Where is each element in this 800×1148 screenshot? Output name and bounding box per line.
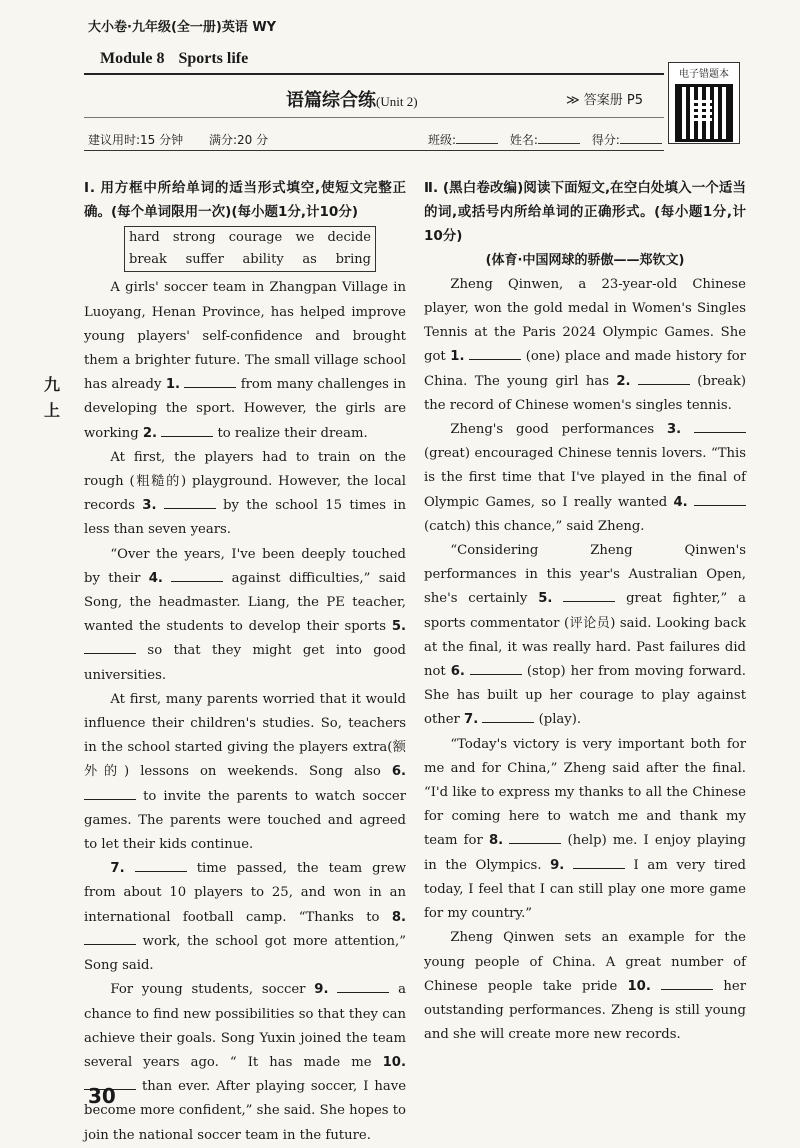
left-column: [84, 176, 406, 1148]
answer-blank[interactable]: [84, 930, 136, 945]
question-number: 10.: [627, 978, 651, 994]
text: (help) me. I enjoy playing in the Olympics.: [424, 833, 746, 873]
text: (play).: [534, 712, 582, 728]
section-title: [286, 86, 418, 112]
word: as: [302, 252, 317, 268]
word: we: [295, 230, 315, 246]
question-number: 4.: [148, 570, 163, 586]
answer-reference: ≫ 答案册 P5: [566, 93, 643, 108]
paragraph: [84, 857, 406, 978]
text: (stop) her from moving forward. She has built up her courage to play against other: [424, 664, 746, 728]
text: I am very tired today, I feel that I can still play one more game for my country.”: [424, 857, 746, 922]
text: so that they might get into good universities.: [84, 643, 406, 683]
answer-blank[interactable]: [694, 418, 746, 433]
word: bring: [335, 252, 371, 268]
word: suffer: [185, 252, 224, 268]
question-number: 1.: [450, 349, 465, 365]
text: time passed, the team grew from about 10 players to 25, and won in an international football camp. “Thanks to: [84, 861, 406, 925]
question-number: 1.: [165, 377, 180, 393]
text: great fighter,” a sports commentator (评论员) said. Looking back at the final, it was really hard. Past failures did not: [424, 591, 746, 680]
question-number: 8.: [391, 909, 406, 925]
paragraph: [84, 276, 406, 445]
text: from many challenges in developing the sport. However, the girls are working: [84, 377, 406, 441]
page-number: 30: [88, 1084, 116, 1108]
paragraph: [424, 273, 746, 418]
module-number: Module 8: [100, 50, 165, 67]
section-title-text: 语篇综合练: [286, 90, 376, 111]
time-info: 建议用时:15 分钟: [88, 133, 184, 147]
text: (one) place and made history for China. The young girl has: [424, 349, 746, 389]
question-number: 6.: [391, 764, 406, 780]
answer-blank[interactable]: [84, 785, 136, 800]
text: a chance to find new possibilities so that they can achieve their goals. Song Yuxin joined the team several years ago. “ It has made me: [84, 982, 406, 1070]
answer-blank[interactable]: [661, 975, 713, 990]
word: ability: [242, 252, 284, 268]
answer-blank[interactable]: [694, 491, 746, 506]
text: “Considering Zheng Qinwen's performances in this year's Australian Open, she's certainly: [424, 543, 746, 607]
unit-label: (Unit 2): [376, 94, 418, 109]
score-info: 满分:20 分: [208, 133, 269, 147]
answer-blank[interactable]: [84, 639, 136, 654]
student-fields: [428, 131, 670, 148]
text: by the school 15 times in less than seven years.: [84, 498, 406, 538]
qr-label: 电子错题本: [679, 69, 729, 80]
text: (catch) this chance,” said Zheng.: [424, 518, 645, 534]
answer-blank[interactable]: [563, 587, 615, 602]
text: Zheng Qinwen sets an example for the young people of China. A great number of Chinese people take pride: [424, 930, 746, 994]
answer-blank[interactable]: [171, 567, 223, 582]
word: strong: [172, 230, 216, 246]
question-number: 9.: [314, 982, 329, 998]
question-number: 4.: [673, 494, 688, 510]
text: For young students, soccer: [110, 982, 315, 998]
answer-blank[interactable]: [469, 345, 521, 360]
text: work, the school got more attention,” Song said.: [84, 933, 406, 974]
question-number: 10.: [382, 1054, 406, 1070]
question-number: 2.: [142, 425, 158, 441]
paragraph: [424, 539, 746, 733]
text: At first, the players had to train on the rough (粗糙的) playground. However, the local records: [84, 449, 406, 514]
word-box-row: [129, 227, 371, 249]
name-label: 姓名:: [509, 133, 538, 147]
word: decide: [327, 230, 371, 246]
answer-blank[interactable]: [482, 708, 534, 723]
answer-blank[interactable]: [184, 373, 236, 388]
part1-instruction: Ⅰ. 用方框中所给单词的适当形式填空,使短文完整正确。(每个单词限用一次)(每小题1分,计10分): [84, 180, 406, 221]
part2-instruction: Ⅱ. (黑白卷改编)阅读下面短文,在空白处填入一个适当的词,或括号内所给单词的正确形式。(每小题1分,计10分): [424, 180, 746, 245]
word: courage: [228, 230, 283, 246]
part2-subtitle: (体育·中国网球的骄傲——郑钦文): [485, 252, 685, 268]
text: Zheng's good performances: [450, 422, 667, 438]
qr-code-icon[interactable]: [675, 84, 733, 142]
answer-blank[interactable]: [337, 978, 389, 993]
name-field[interactable]: [538, 143, 580, 144]
answer-blank[interactable]: [164, 494, 216, 509]
paragraph: [84, 543, 406, 688]
question-number: 7.: [110, 861, 125, 877]
class-label: 班级:: [428, 133, 457, 147]
answer-blank[interactable]: [161, 422, 213, 437]
answer-blank[interactable]: [509, 829, 561, 844]
text: A girls' soccer team in Zhangpan Village in Luoyang, Henan Province, has helped improve young players' self-confidence and brought them a brighter future. The small village school has already: [84, 280, 406, 393]
text: than ever. After playing soccer, I have become more confident,” she said. She hopes to join the national soccer team in the future.: [84, 1079, 406, 1143]
module-title: [100, 50, 248, 68]
text: At first, many parents worried that it would influence their children's studies. So, teachers in the school started giving the players extra(额外的) lessons on weekends. Song also: [84, 691, 406, 780]
word: hard: [129, 230, 160, 246]
info-row: [88, 131, 658, 148]
question-number: 9.: [550, 857, 565, 873]
text: to invite the parents to watch soccer games. The parents were touched and agreed to let their kids continue.: [84, 788, 406, 853]
class-field[interactable]: [456, 143, 498, 144]
text: “Over the years, I've been deeply touched by their: [84, 546, 406, 586]
side-label: [44, 372, 60, 424]
points-label: 得分:: [591, 133, 620, 147]
text: (break) the record of Chinese women's singles tennis.: [424, 373, 746, 413]
question-number: 5.: [391, 619, 406, 635]
word-box: [124, 226, 376, 272]
text: Zheng Qinwen, a 23-year-old Chinese player, won the gold medal in Women's Singles Tennis at the Paris 2024 Olympic Games. She got: [424, 276, 746, 365]
paragraph: [84, 446, 406, 543]
text: (great) encouraged Chinese tennis lovers. “This is the first time that I've played in the final of Olympic Games, so I really wanted: [424, 446, 746, 510]
answer-blank[interactable]: [573, 854, 625, 869]
right-column: [424, 176, 746, 1047]
text: her outstanding performances. Zheng is still young and she will create more new records.: [424, 978, 746, 1043]
question-number: 3.: [666, 422, 682, 438]
paragraph: [424, 733, 746, 927]
question-number: 6.: [450, 664, 465, 680]
word: break: [129, 252, 167, 268]
qr-panel[interactable]: [668, 62, 740, 144]
text: to realize their dream.: [213, 425, 368, 441]
paragraph: [84, 978, 406, 1147]
paragraph: [424, 926, 746, 1047]
word-box-row: [129, 249, 371, 271]
side-label-term: 上: [44, 401, 61, 420]
divider: [84, 150, 664, 151]
module-name: Sports life: [178, 50, 249, 67]
text: against difficulties,” said Song, the headmaster. Liang, the PE teacher, wanted the students to develop their sports: [84, 570, 406, 635]
question-number: 8.: [488, 833, 504, 849]
paragraph: [424, 418, 746, 539]
paragraph: [84, 688, 406, 857]
question-number: 3.: [142, 498, 157, 514]
question-number: 2.: [616, 373, 631, 389]
answer-blank[interactable]: [135, 857, 187, 872]
side-label-grade: 九: [44, 375, 61, 394]
answer-blank[interactable]: [470, 660, 522, 675]
question-number: 7.: [464, 712, 479, 728]
answer-blank[interactable]: [638, 370, 690, 385]
book-header: 大小卷·九年级(全一册)英语 WY: [88, 20, 277, 35]
text: “Today's victory is very important both for me and for China,” Zheng said after the final. “I'd like to express my thanks to all the Chinese for coming here to watch me and thank my team for: [424, 736, 746, 849]
points-field[interactable]: [620, 143, 662, 144]
question-number: 5.: [538, 591, 553, 607]
